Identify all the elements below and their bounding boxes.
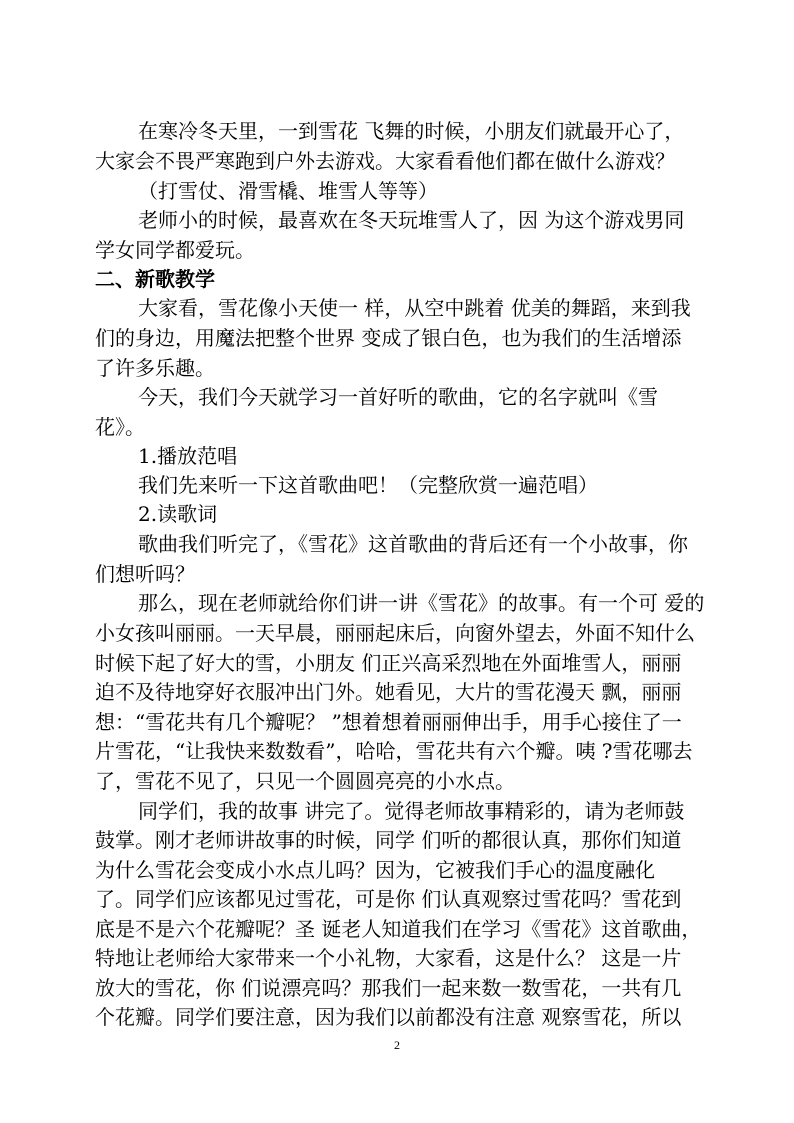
page-number: 2 xyxy=(394,1038,400,1052)
text-line: 大家会不畏严寒跑到户外去游戏。大家看看他们都在做什么游戏？ xyxy=(95,149,675,173)
text-line: 小女孩叫丽丽。一天早晨，丽丽起床后，向窗外望去，外面不知什么 xyxy=(95,621,695,645)
text-line: 花》。 xyxy=(95,415,145,439)
text-line: 底是不是六个花瓣呢？圣 诞老人知道我们在学习《雪花》这首歌曲， xyxy=(95,917,702,941)
text-line: 了。同学们应该都见过雪花，可是你 们认真观察过雪花吗？雪花到 xyxy=(95,887,682,911)
text-line: 在寒冷冬天里，一到雪花 飞舞的时候，小朋友们就最开心了， xyxy=(138,119,685,143)
section-heading: 二、新歌教学 xyxy=(95,267,215,291)
subheading-line: 1.播放范唱 xyxy=(138,444,238,468)
text-line: 想：“雪花共有几个瓣呢？ ”想着想着丽丽伸出手，用手心接住了一 xyxy=(95,710,682,734)
text-line: 我们先来听一下这首歌曲吧！（完整欣赏一遍范唱） xyxy=(138,473,598,497)
text-line: 了，雪花不见了，只见一个圆圆亮亮的小水点。 xyxy=(95,769,515,793)
text-line: 了许多乐趣。 xyxy=(95,356,215,380)
text-line: 个花瓣。同学们要注意，因为我们以前都没有注意 观察雪花，所以 xyxy=(95,1005,682,1029)
text-line: 时候下起了好大的雪，小朋友 们正兴高采烈地在外面堆雪人，丽丽 xyxy=(95,651,682,675)
text-line: 放大的雪花，你 们说漂亮吗？那我们一起来数一数雪花，一共有几 xyxy=(95,976,682,1000)
text-line: （打雪仗、滑雪橇、堆雪人等等） xyxy=(138,179,438,203)
text-line: 为什么雪花会变成小水点儿吗？因为，它被我们手心的温度融化 xyxy=(95,858,655,882)
text-line: 老师小的时候，最喜欢在冬天玩堆雪人了，因 为这个游戏男同 xyxy=(138,208,685,232)
text-line: 学女同学都爱玩。 xyxy=(95,238,255,262)
text-line: 们的身边，用魔法把整个世界 变成了银白色，也为我们的生活增添 xyxy=(95,326,682,350)
text-line: 们想听吗？ xyxy=(95,562,195,586)
text-line: 那么，现在老师就给你们讲一讲《雪花》的故事。有一个可 爱的 xyxy=(138,591,705,615)
text-line: 今天，我们今天就学习一首好听的歌曲，它的名字就叫《雪 xyxy=(138,385,658,409)
text-line: 特地让老师给大家带来一个小礼物，大家看，这是什么？ 这是一片 xyxy=(95,946,682,970)
text-line: 大家看，雪花像小天使一 样，从空中跳着 优美的舞蹈，来到我 xyxy=(138,296,691,320)
text-line: 片雪花，“让我快来数数看”，哈哈，雪花共有六个瓣。咦 ?雪花哪去 xyxy=(95,739,693,763)
subheading-line: 2.读歌词 xyxy=(138,502,218,526)
text-line: 歌曲我们听完了，《雪花》这首歌曲的背后还有一个小故事，你 xyxy=(138,532,688,556)
text-line: 鼓掌。刚才老师讲故事的时候，同学 们听的都很认真，那你们知道 xyxy=(95,828,682,852)
text-line: 同学们，我的故事 讲完了。觉得老师故事精彩的，请为老师鼓 xyxy=(138,799,685,823)
text-line: 迫不及待地穿好衣服冲出门外。她看见，大片的雪花漫天 飘，丽丽 xyxy=(95,680,682,704)
